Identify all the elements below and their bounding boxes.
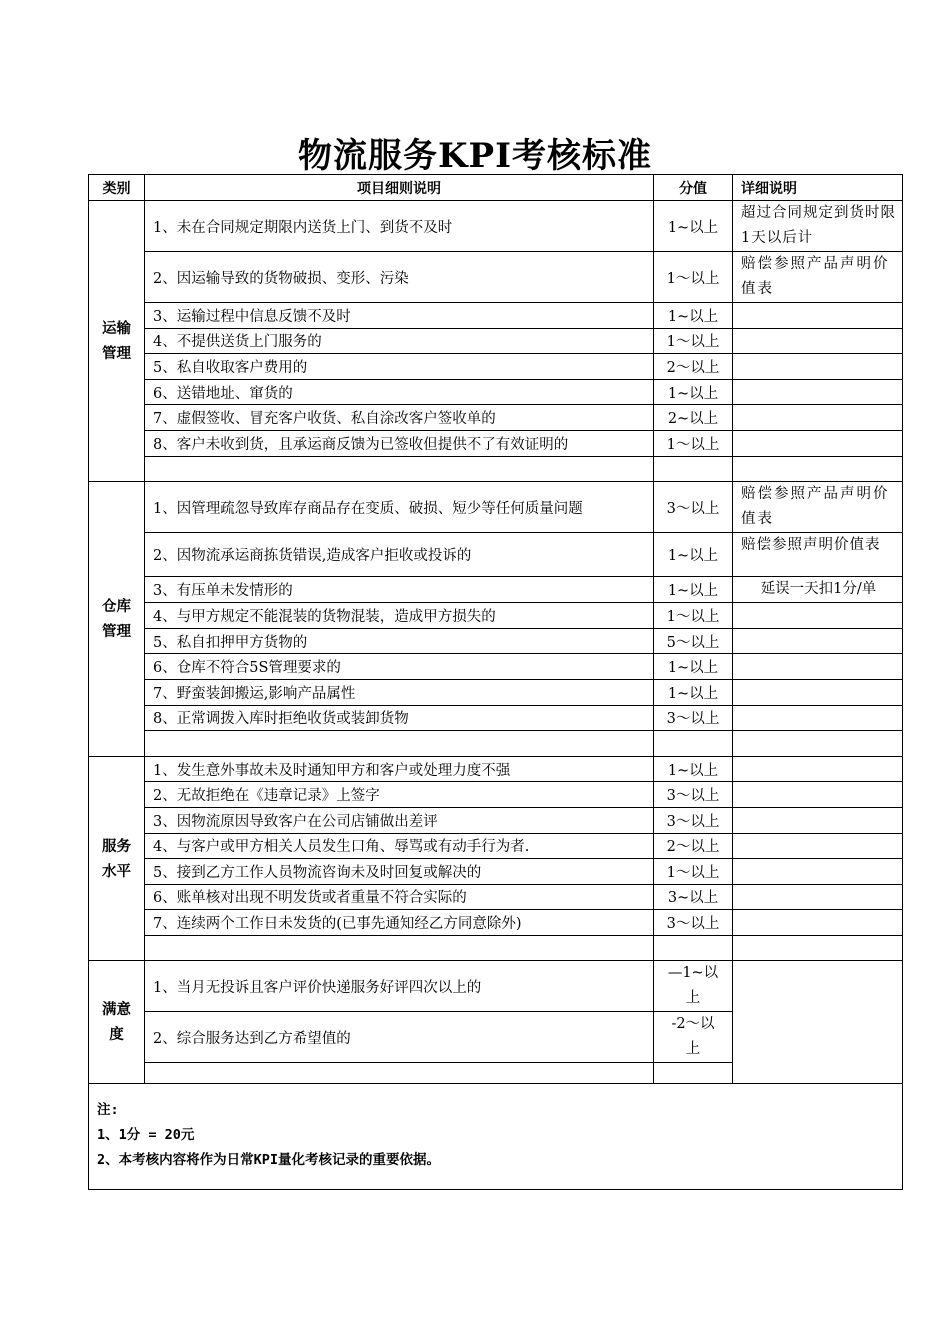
detail-cell xyxy=(733,679,903,705)
item-cell: 7、连续两个工作日未发货的(已事先通知经乙方同意除外) xyxy=(145,910,654,936)
item-cell: 1、未在合同规定期限内送货上门、到货不及时 xyxy=(145,201,654,252)
table-row xyxy=(89,252,903,303)
detail-cell xyxy=(733,731,903,757)
score-cell: 1～以上 xyxy=(654,328,733,354)
detail-cell xyxy=(733,756,903,782)
table-row xyxy=(89,628,903,654)
detail-cell xyxy=(733,430,903,456)
category-satisfaction xyxy=(89,961,145,1084)
item-cell: 4、不提供送货上门服务的 xyxy=(145,328,654,354)
page-title: 物流服务KPI考核标准 xyxy=(297,136,653,176)
table-row xyxy=(89,910,903,936)
detail-cell xyxy=(733,910,903,936)
table-row xyxy=(89,354,903,380)
score-cell: 1~以上 xyxy=(654,654,733,680)
header-detail: 详细说明 xyxy=(733,175,903,201)
item-cell: 2、无故拒绝在《违章记录》上签字 xyxy=(145,782,654,808)
table-row xyxy=(89,328,903,354)
item-cell: 5、私自收取客户费用的 xyxy=(145,354,654,380)
item-cell: 4、与甲方规定不能混装的货物混装，造成甲方损失的 xyxy=(145,603,654,629)
table-row xyxy=(89,833,903,859)
score-cell: 1～以上 xyxy=(654,252,733,303)
detail-cell xyxy=(733,859,903,885)
score-line: —1~以 xyxy=(667,965,719,982)
detail-cell xyxy=(733,705,903,731)
score-cell: 2~以上 xyxy=(654,405,733,431)
category-service xyxy=(89,756,145,961)
table-row xyxy=(89,859,903,885)
detail-cell xyxy=(733,807,903,833)
table-row xyxy=(89,201,903,252)
table-row xyxy=(89,884,903,910)
category-label: 仓库管理 xyxy=(102,597,131,640)
score-cell: 3～以上 xyxy=(654,807,733,833)
score-cell: 3～以上 xyxy=(654,705,733,731)
table-row xyxy=(89,379,903,405)
detail-cell xyxy=(733,628,903,654)
detail-cell xyxy=(733,603,903,629)
item-cell: 8、正常调拨入库时拒绝收货或装卸货物 xyxy=(145,705,654,731)
table-row xyxy=(89,705,903,731)
detail-cell xyxy=(733,379,903,405)
category-transport xyxy=(89,201,145,482)
category-label: 服务水平 xyxy=(102,837,131,880)
header-item: 项目细则说明 xyxy=(145,175,654,201)
score-cell: 3～以上 xyxy=(654,910,733,936)
score-cell xyxy=(654,935,733,961)
score-cell xyxy=(654,731,733,757)
detail-cell xyxy=(733,354,903,380)
item-cell: 7、野蛮装卸搬运,影响产品属性 xyxy=(145,679,654,705)
detail-cell xyxy=(733,935,903,961)
item-cell: 5、接到乙方工作人员物流咨询未及时回复或解决的 xyxy=(145,859,654,885)
detail-cell xyxy=(733,303,903,329)
category-label: 运输管理 xyxy=(102,320,131,363)
item-cell: 2、因运输导致的货物破损、变形、污染 xyxy=(145,252,654,303)
item-cell: 2、综合服务达到乙方希望值的 xyxy=(145,1012,654,1063)
score-cell: 3～以上 xyxy=(654,482,733,533)
table-row xyxy=(89,430,903,456)
kpi-table xyxy=(88,174,903,1190)
score-cell: 2～以上 xyxy=(654,833,733,859)
table-row xyxy=(89,756,903,782)
score-cell xyxy=(654,456,733,482)
notes-line: 1、1分 = 20元 xyxy=(97,1127,195,1144)
score-cell: 1~以上 xyxy=(654,379,733,405)
detail-cell: 赔偿参照声明价值表 xyxy=(733,533,903,577)
score-cell: 5～以上 xyxy=(654,628,733,654)
detail-cell xyxy=(733,884,903,910)
score-line: -2～以 xyxy=(671,1016,715,1033)
table-row xyxy=(89,654,903,680)
score-line: 上 xyxy=(685,990,701,1007)
table-row-empty xyxy=(89,935,903,961)
item-cell xyxy=(145,731,654,757)
notes-heading: 注: xyxy=(97,1102,119,1119)
table-row xyxy=(89,782,903,808)
table-row-empty xyxy=(89,731,903,757)
category-warehouse xyxy=(89,482,145,757)
score-cell xyxy=(654,1063,733,1084)
score-line: 上 xyxy=(685,1041,701,1058)
notes-line: 2、本考核内容将作为日常KPI量化考核记录的重要依据。 xyxy=(97,1152,441,1169)
table-row xyxy=(89,807,903,833)
table-row xyxy=(89,961,903,1012)
table-row xyxy=(89,533,903,577)
item-cell: 8、客户未收到货，且承运商反馈为已签收但提供不了有效证明的 xyxy=(145,430,654,456)
item-cell: 4、与客户或甲方相关人员发生口角、辱骂或有动手行为者. xyxy=(145,833,654,859)
score-cell: 1~以上 xyxy=(654,577,733,603)
score-cell: 1～以上 xyxy=(654,859,733,885)
score-cell: 1~以上 xyxy=(654,303,733,329)
table-row xyxy=(89,603,903,629)
table-row xyxy=(89,679,903,705)
score-cell: 1～以上 xyxy=(654,430,733,456)
detail-cell: 超过合同规定到货时限1天以后计 xyxy=(733,201,903,252)
score-cell: 3~以上 xyxy=(654,884,733,910)
item-cell xyxy=(145,456,654,482)
item-cell: 1、因管理疏忽导致库存商品存在变质、破损、短少等任何质量问题 xyxy=(145,482,654,533)
score-cell: 2～以上 xyxy=(654,354,733,380)
detail-cell: 赔偿参照产品声明价值表 xyxy=(733,482,903,533)
score-cell: 1~以上 xyxy=(654,201,733,252)
detail-cell: 赔偿参照产品声明价值表 xyxy=(733,252,903,303)
table-row xyxy=(89,482,903,533)
detail-cell xyxy=(733,961,903,1084)
item-cell: 2、因物流承运商拣货错误,造成客户拒收或投诉的 xyxy=(145,533,654,577)
score-cell xyxy=(654,1012,733,1063)
score-cell: 1～以上 xyxy=(654,603,733,629)
table-row xyxy=(89,405,903,431)
item-cell: 1、当月无投诉且客户评价快递服务好评四次以上的 xyxy=(145,961,654,1012)
detail-cell xyxy=(733,654,903,680)
table-row xyxy=(89,303,903,329)
item-cell xyxy=(145,935,654,961)
score-cell xyxy=(654,961,733,1012)
item-cell: 3、运输过程中信息反馈不及时 xyxy=(145,303,654,329)
detail-cell xyxy=(733,782,903,808)
item-cell: 3、有压单未发情形的 xyxy=(145,577,654,603)
detail-cell xyxy=(733,328,903,354)
category-label: 满意度 xyxy=(102,1001,131,1044)
item-cell: 6、送错地址、窜货的 xyxy=(145,379,654,405)
detail-cell xyxy=(733,456,903,482)
detail-cell xyxy=(733,405,903,431)
score-cell: 1~以上 xyxy=(654,756,733,782)
table-header-row xyxy=(89,175,903,201)
item-cell: 3、因物流原因导致客户在公司店铺做出差评 xyxy=(145,807,654,833)
item-cell: 5、私自扣押甲方货物的 xyxy=(145,628,654,654)
notes-cell xyxy=(89,1084,903,1190)
item-cell: 1、发生意外事故未及时通知甲方和客户或处理力度不强 xyxy=(145,756,654,782)
item-cell xyxy=(145,1063,654,1084)
item-cell: 7、虚假签收、冒充客户收货、私自涂改客户签收单的 xyxy=(145,405,654,431)
header-category: 类别 xyxy=(89,175,145,201)
score-cell: 1~以上 xyxy=(654,679,733,705)
header-score: 分值 xyxy=(654,175,733,201)
detail-cell xyxy=(733,833,903,859)
table-row xyxy=(89,577,903,603)
detail-cell: 延误一天扣1分/单 xyxy=(733,577,903,603)
item-cell: 6、账单核对出现不明发货或者重量不符合实际的 xyxy=(145,884,654,910)
score-cell: 1~以上 xyxy=(654,533,733,577)
score-cell: 3～以上 xyxy=(654,782,733,808)
notes-row xyxy=(89,1084,903,1190)
table-row-empty xyxy=(89,456,903,482)
item-cell: 6、仓库不符合5S管理要求的 xyxy=(145,654,654,680)
